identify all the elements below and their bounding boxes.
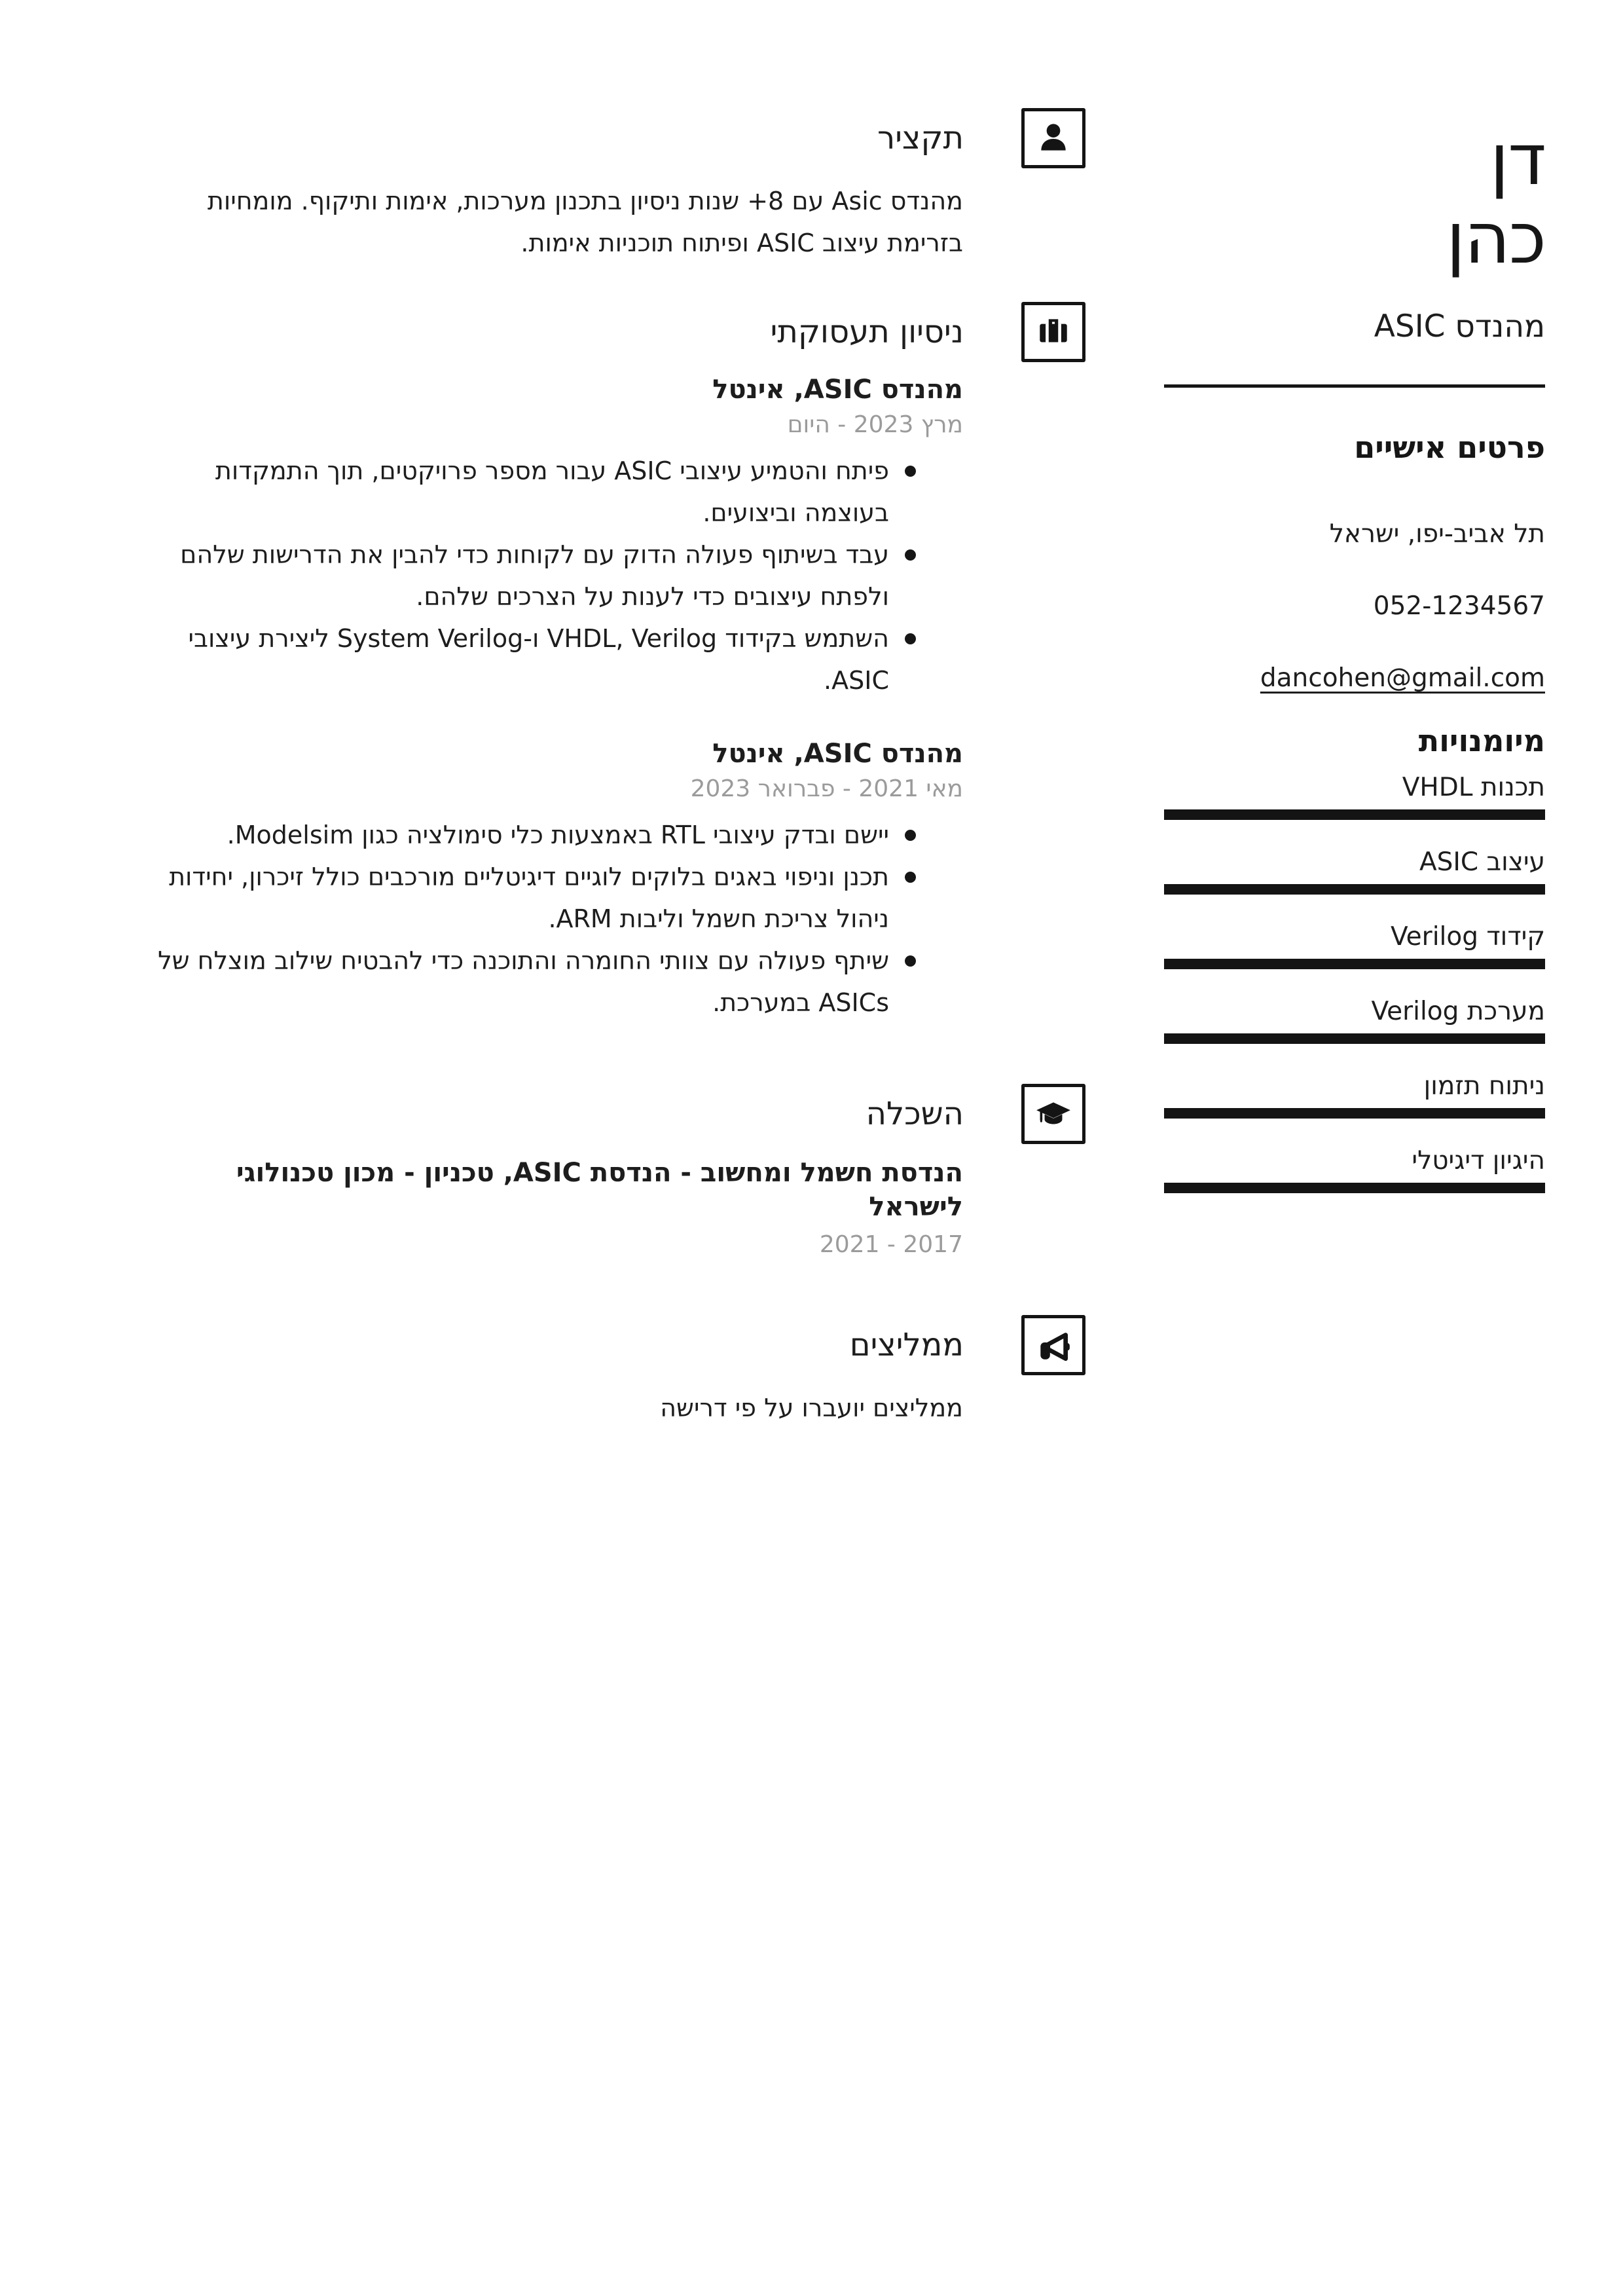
skill-bar <box>1164 1108 1545 1119</box>
education-icon-box <box>1021 1084 1085 1144</box>
name-line-2: כהן <box>1446 198 1545 280</box>
skill-item <box>1164 922 1545 969</box>
section-heading-references: ממליצים <box>849 1327 964 1363</box>
skill-item <box>1164 847 1545 895</box>
person-icon <box>1034 119 1072 157</box>
skill-label: עיצוב ASIC <box>1419 847 1545 877</box>
section-references <box>157 1315 1085 1429</box>
skill-label: מערכת Verilog <box>1371 997 1545 1026</box>
bullet-item: יישם ובדק עיצובי RTL באמצעות כלי סימולציה כגון Modelsim. <box>157 814 963 856</box>
bullet-item: השתמש בקידוד VHDL, Verilog ו-System Verilog ליצירת עיצובי ASIC. <box>157 618 963 701</box>
skill-label: ניתוח תזמון <box>1423 1071 1545 1101</box>
skill-bar <box>1164 1033 1545 1044</box>
references-header <box>157 1315 1085 1375</box>
email-link[interactable]: dancohen@gmail.com <box>1260 663 1545 693</box>
skill-label: תכנות VHDL <box>1402 773 1545 802</box>
megaphone-icon <box>1034 1326 1072 1364</box>
summary-icon-box <box>1021 108 1085 168</box>
bullet-item: עבד בשיתוף פעולה הדוק עם לקוחות כדי להבין את הדרישות שלהם ולפתח עיצובים כדי לענות על הצרכים שלהם. <box>157 534 963 618</box>
bullet-item: שיתף פעולה עם צוותי החומרה והתוכנה כדי להבטיח שילוב מוצלח של ASICs במערכת. <box>157 940 963 1024</box>
skill-label: קידוד Verilog <box>1391 922 1545 952</box>
summary-header <box>157 108 1085 168</box>
education-dates: 2017 - 2021 <box>819 1231 963 1258</box>
experience-header <box>157 302 1085 362</box>
section-heading-education: השכלה <box>866 1096 964 1132</box>
skill-item <box>1164 1071 1545 1119</box>
references-icon-box <box>1021 1315 1085 1375</box>
skill-label: היגיון דיגיטלי <box>1412 1146 1545 1176</box>
summary-text: מהנדס Asic עם 8+ שנות ניסיון בתכנון מערכות, אימות ותיקוף. מומחיות בזרימת עיצוב ASIC ופיתוח תוכניות אימות. <box>207 187 963 257</box>
bullet-item: תכנן וניפוי באגים בלוקים לוגיים דיגיטליים מורכבים כולל זיכרון, יחידות ניהול צריכת חשמל וליבות ARM. <box>157 856 963 940</box>
experience-icon-box <box>1021 302 1085 362</box>
degree-title: הנדסת חשמל ומחשוב - הנדסת ASIC, טכניון - מכון טכנולוגי לישראל <box>236 1158 963 1222</box>
candidate-job-title: מהנדס ASIC <box>1374 308 1545 344</box>
personal-details-heading: פרטים אישיים <box>1354 430 1545 465</box>
job-bullets <box>157 814 963 1024</box>
skill-item <box>1164 1146 1545 1193</box>
skill-item <box>1164 997 1545 1044</box>
location-text: תל אביב-יפו, ישראל <box>1329 519 1545 549</box>
skill-bar <box>1164 809 1545 820</box>
skills-heading: מיומנויות <box>1418 723 1545 758</box>
section-heading-summary: תקציר <box>877 120 964 157</box>
sidebar-divider <box>1164 384 1545 388</box>
phone-number: 052-1234567 <box>1373 591 1545 621</box>
sidebar <box>1164 0 1545 2296</box>
section-heading-experience: ניסיון תעסוקתי <box>770 314 964 350</box>
job-bullets <box>157 450 963 701</box>
job-title: מהנדס ASIC, אינטל <box>712 739 963 769</box>
name-line-1: דן <box>1489 119 1545 201</box>
skill-bar <box>1164 884 1545 895</box>
job-entry <box>157 738 963 1024</box>
job-entry <box>157 374 963 701</box>
skill-item <box>1164 773 1545 820</box>
skill-bar <box>1164 1183 1545 1193</box>
job-title: מהנדס ASIC, אינטל <box>712 375 963 405</box>
bullet-item: פיתח והטמיע עיצובי ASIC עבור מספר פרויקטים, תוך התמקדות בעוצמה וביצועים. <box>157 450 963 534</box>
job-dates: מאי 2021 - פברואר 2023 <box>690 775 963 802</box>
education-header <box>157 1084 1085 1144</box>
section-experience <box>157 302 1085 1024</box>
section-education <box>157 1084 1085 1259</box>
job-dates: מרץ 2023 - היום <box>787 411 963 438</box>
main-content <box>157 0 1085 2296</box>
section-summary <box>157 108 1085 264</box>
candidate-name <box>1164 121 1545 278</box>
graduation-cap-icon <box>1034 1095 1072 1133</box>
skill-bar <box>1164 959 1545 969</box>
references-text: ממליצים יועברו על פי דרישה <box>660 1394 963 1422</box>
briefcase-icon <box>1034 313 1072 351</box>
